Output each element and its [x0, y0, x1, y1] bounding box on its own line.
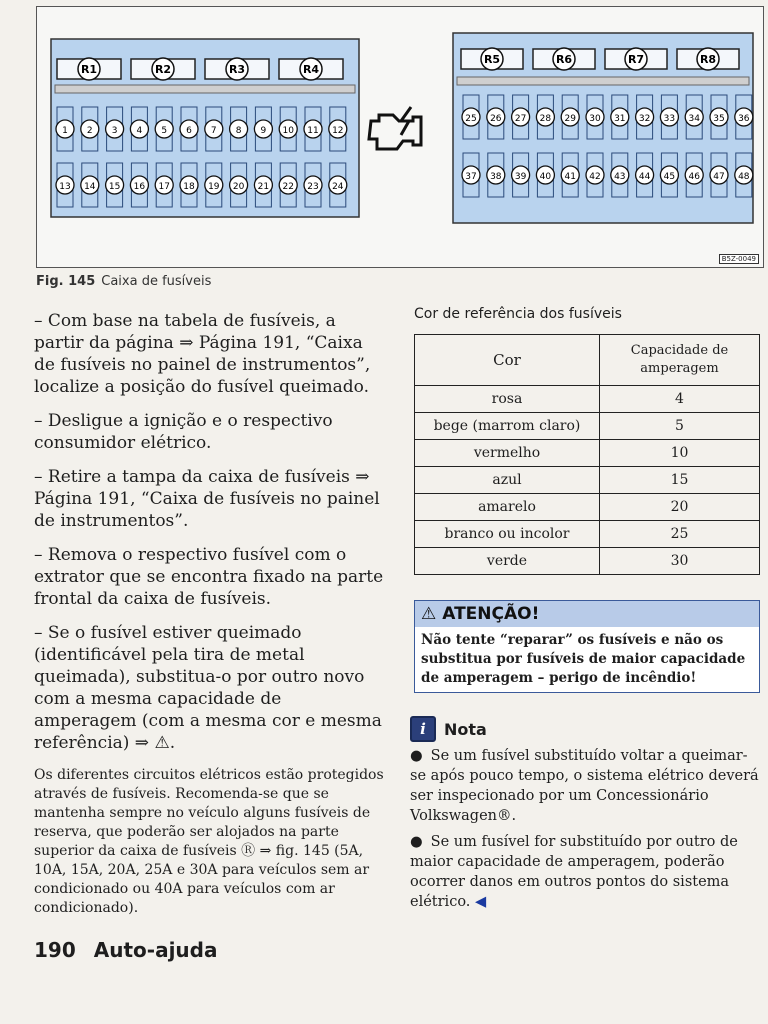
fuse-number: 29 — [564, 114, 576, 124]
warning-box — [414, 600, 760, 693]
fuse-number: 44 — [638, 172, 651, 182]
cell-amperage: 4 — [600, 386, 760, 413]
warning-text: Não tente “reparar” os fusíveis e não os substitua por fusíveis de maior capacidade de amperagem – perigo de incêndio! — [421, 632, 746, 686]
cell-amperage: 20 — [600, 494, 760, 521]
figure-caption-text: Caixa de fusíveis — [101, 274, 212, 289]
fuse-number: 37 — [465, 172, 477, 182]
fuse-number: 8 — [235, 126, 242, 136]
fuse-number: 21 — [257, 182, 270, 192]
fuse-number: 42 — [589, 172, 601, 182]
fuse-number: 19 — [208, 182, 220, 192]
fuse-number: 40 — [539, 172, 552, 182]
fuse-number: 26 — [490, 114, 502, 124]
header-color: Cor — [415, 335, 600, 386]
fuse-box-figure — [36, 6, 764, 268]
fuse-number: 46 — [688, 172, 700, 182]
fuse-number: 41 — [564, 172, 576, 182]
fuse-number: 33 — [663, 114, 676, 124]
note-title: Nota — [444, 719, 487, 739]
note-item — [410, 832, 760, 912]
fuse-box-diagram — [37, 7, 765, 269]
end-of-section-icon: ◀ — [475, 894, 487, 910]
fuse-number: 43 — [614, 172, 626, 182]
relay-label: R1 — [80, 63, 98, 76]
instruction-step-3: – Retire a tampa da caixa de fusíveis ⇒ Página 191, “Caixa de fusíveis no painel de instrumentos”. — [34, 467, 380, 531]
page-footer — [34, 938, 217, 962]
relay-label: R2 — [154, 63, 172, 76]
fuse-number: 32 — [638, 114, 651, 124]
note-box — [410, 716, 760, 918]
table-row — [415, 494, 760, 521]
fuse-number: 12 — [332, 126, 344, 136]
fuse-number: 47 — [713, 172, 725, 182]
fuse-number: 20 — [232, 182, 245, 192]
cell-color: amarelo — [415, 494, 600, 521]
warning-header — [415, 601, 759, 627]
fuse-number: 35 — [713, 114, 725, 124]
cell-amperage: 25 — [600, 521, 760, 548]
note-item-text: Se um fusível substituído voltar a queimar-se após pouco tempo, o sistema elétrico deverá ser inspecionado por um Concessionário Volkswagen®. — [410, 748, 759, 824]
table-row — [415, 521, 760, 548]
warning-triangle-icon: ⚠ — [421, 604, 437, 624]
bullet-icon: ● — [410, 834, 423, 850]
instructions-column — [34, 310, 384, 930]
instruction-step-5: – Se o fusível estiver queimado (identificável pela tira de metal queimada), substitua-o por outro novo com a mesma capacidade de amperagem (com a mesma cor e mesma referência) ⇒ ⚠. — [34, 623, 382, 753]
fuse-number: 34 — [688, 114, 700, 124]
table-row — [415, 467, 760, 494]
section-name: Auto-ajuda — [93, 938, 218, 962]
figure-code: B5Z-0049 — [719, 254, 759, 264]
info-icon: i — [410, 716, 436, 742]
header-amperage: Capacidade de amperagem — [600, 335, 760, 386]
fuse-color-table — [414, 334, 760, 575]
note-item — [410, 746, 760, 826]
relay-label: R6 — [555, 53, 573, 66]
fuse-number: 11 — [307, 126, 319, 136]
page-number: 190 — [34, 938, 76, 962]
table-row — [415, 548, 760, 575]
table-title: Cor de referência dos fusíveis — [414, 306, 622, 322]
cell-color: rosa — [415, 386, 600, 413]
relay-label: R4 — [302, 63, 320, 76]
fuse-number: 38 — [490, 172, 502, 182]
figure-caption-label: Fig. 145 — [36, 274, 96, 289]
relay-label: R3 — [228, 63, 246, 76]
fuse-number: 24 — [332, 182, 344, 192]
fuse-number: 16 — [133, 182, 146, 192]
fuse-number: 30 — [589, 114, 601, 124]
fuse-number: 18 — [183, 182, 195, 192]
fuse-number: 10 — [282, 126, 294, 136]
fuse-number: 4 — [136, 126, 143, 136]
instruction-step-1: – Com base na tabela de fusíveis, a partir da página ⇒ Página 191, “Caixa de fusíveis no painel de instrumentos”, localize a posição do fusível queimado. — [34, 311, 371, 397]
fuse-number: 15 — [108, 182, 121, 192]
relay-label: R7 — [627, 53, 645, 66]
cell-amperage: 10 — [600, 440, 760, 467]
fuse-number: 48 — [738, 172, 750, 182]
fuse-number: 14 — [84, 182, 96, 192]
engine-fuse-icon — [369, 107, 421, 149]
note-item-text: Se um fusível for substituído por outro de maior capacidade de amperagem, poderão ocorrer danos em outros pontos do sistema elétrico. — [410, 834, 738, 910]
fuse-number: 36 — [738, 114, 750, 124]
fuse-number: 7 — [210, 126, 217, 136]
bullet-icon: ● — [410, 748, 423, 764]
fuse-number: 5 — [161, 126, 168, 136]
note-header — [410, 716, 760, 742]
fuse-number: 17 — [158, 182, 170, 192]
fuse-number: 13 — [59, 182, 71, 192]
fuse-number: 25 — [465, 114, 477, 124]
cell-amperage: 15 — [600, 467, 760, 494]
fuse-number: 45 — [663, 172, 676, 182]
cell-color: vermelho — [415, 440, 600, 467]
fuse-number: 31 — [614, 114, 626, 124]
cell-color: branco ou incolor — [415, 521, 600, 548]
fuse-number: 22 — [282, 182, 294, 192]
fuse-number: 2 — [86, 126, 93, 136]
table-row — [415, 386, 760, 413]
relay-label: R5 — [483, 53, 501, 66]
fuse-number: 28 — [539, 114, 552, 124]
table-row — [415, 440, 760, 467]
cell-color: bege (marrom claro) — [415, 413, 600, 440]
cell-amperage: 5 — [600, 413, 760, 440]
cell-color: verde — [415, 548, 600, 575]
fuse-number: 1 — [62, 126, 68, 136]
instruction-step-2: – Desligue a ignição e o respectivo consumidor elétrico. — [34, 411, 333, 453]
cell-amperage: 30 — [600, 548, 760, 575]
figure-caption — [36, 274, 211, 289]
instruction-step-4: – Remova o respectivo fusível com o extrator que se encontra fixado na parte frontal da caixa de fusíveis. — [34, 545, 384, 609]
reserve-strip — [55, 85, 355, 93]
relay-label: R8 — [699, 53, 717, 66]
table-row — [415, 413, 760, 440]
spare-fuses-paragraph: Os diferentes circuitos elétricos estão protegidos através de fusíveis. Recomenda-se que se mantenha sempre no veículo alguns fusíveis de reserva, que poderão ser alojados na parte superior da caixa de fusíveis Ⓡ ⇒ fig. 145 (5A, 10A, 15A, 20A, 25A e 30A para veículos sem ar condicionado ou 40A para veículos com ar condicionado). — [34, 767, 384, 916]
fuse-number: 23 — [307, 182, 319, 192]
fuse-number: 6 — [186, 126, 192, 136]
fuse-number: 9 — [260, 126, 267, 136]
table-header-row — [415, 335, 760, 386]
fuse-color-section — [414, 306, 760, 575]
cell-color: azul — [415, 467, 600, 494]
reserve-strip — [457, 77, 749, 85]
fuse-number: 27 — [514, 114, 527, 124]
fuse-number: 39 — [514, 172, 527, 182]
fuse-number: 3 — [111, 126, 118, 136]
warning-title: ATENÇÃO! — [442, 604, 540, 624]
